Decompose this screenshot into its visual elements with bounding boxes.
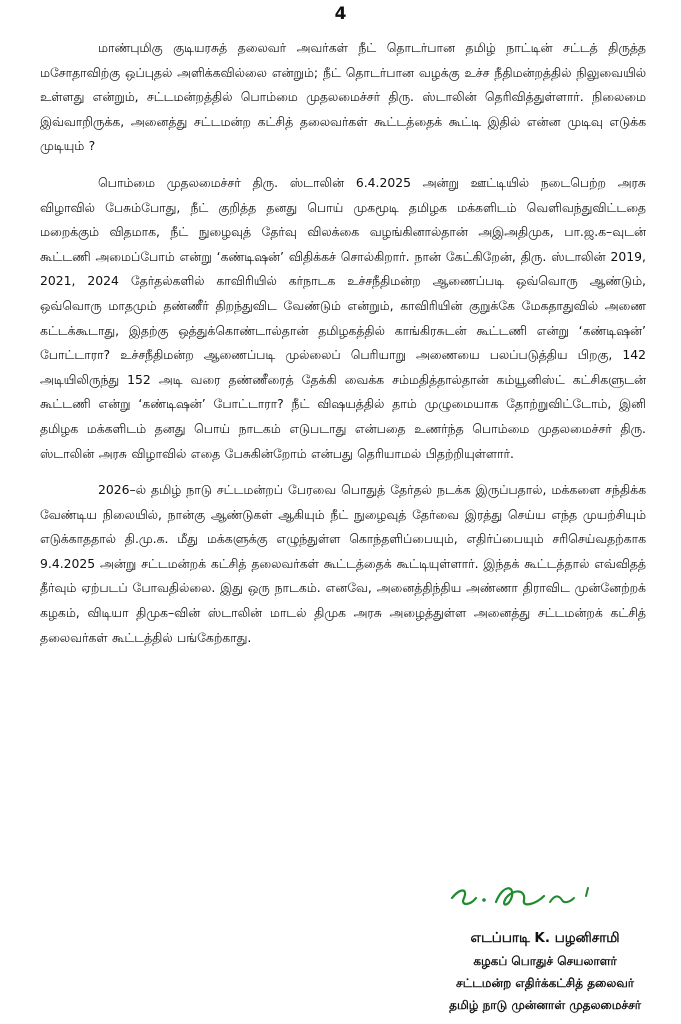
handwritten-signature (440, 880, 600, 920)
paragraph-3: 2026–ல் தமிழ் நாடு சட்டமன்றப் பேரவை பொதுத் தேர்தல் நடக்க இருப்பதால், மக்களை சந்திக்க வேண்டிய நிலையில், நான்கு ஆண்டுகள் ஆகியும் நீட் நுழைவுத் தேர்வை இரத்து செய்ய எந்த முயற்சியும் எடுக்காததால் தி.மு.க. மீது மக்களுக்கு எழுந்துள்ள கொந்தளிப்பையும், எதிர்ப்பையும் சரிசெய்வதற்காக 9.4.2025 அன்று சட்டமன்றக் கட்சித் தலைவர்கள் கூட்டத்தைக் கூட்டியுள்ளார். இந்தக் கூட்டத்தால் எவ்விதத் தீர்வும் ஏற்படப் போவதில்லை. இது ஒரு நாடகம். எனவே, அனைத்திந்திய அண்ணா திராவிட முன்னேற்றக் கழகம், விடியா திமுக–வின் ஸ்டாலின் மாடல் திமுக அரசு அழைத்துள்ள அனைத்து சட்டமன்றக் கட்சித் தலைவர்கள் கூட்டத்தில் பங்கேற்காது. (40, 482, 646, 645)
signatory-title: கழகப் பொதுச் செயலாளர் (473, 954, 617, 968)
paragraph-2: பொம்மை முதலமைச்சர் திரு. ஸ்டாலின் 6.4.2025 அன்று ஊட்டியில் நடைபெற்ற அரசு விழாவில் பேசும்போது, நீட் குறித்த தனது பொய் முகமூடி தமிழக மக்களிடம் வெளிவந்துவிட்டதை மறைக்கும் விதமாக, நீட் நுழைவுத் தேர்வு விலக்கை வழங்கினால்தான் அஇஅதிமுக, பா.ஜ.க–வுடன் கூட்டணி அமைப்போம் என்று ‘கண்டிஷன்’ விதிக்கச் சொல்கிறார். நான் கேட்கிறேன், திரு. ஸ்டாலின் 2019, 2021, 2024 தேர்தல்களில் காவிரியில் கர்நாடக உச்சநீதிமன்ற ஆணைப்படி ஒவ்வொரு ஆண்டும், ஒவ்வொரு மாதமும் தண்ணீர் திறந்துவிட வேண்டும் என்றும், காவிரியின் குறுக்கே மேகதாதுவில் அணை கட்டக்கூடாது, இதற்கு ஒத்துக்கொண்டால்தான் தமிழகத்தில் காங்கிரசுடன் கூட்டணி என்று ‘கண்டிஷன்’ போட்டாரா? உச்சநீதிமன்ற ஆணைப்படி முல்லைப் பெரியாறு அணையை பலப்படுத்திய பிறகு, 142 அடியிலிருந்து 152 அடி வரை தண்ணீரைத் தேக்கி வைக்க சம்மதித்தால்தான் கம்யூனிஸ்ட் கட்சிகளுடன் கூட்டணி என்று ‘கண்டிஷன்’ போட்டாரா? நீட் விஷயத்தில் தாம் முழுமையாக தோற்றுவிட்டோம், இனி தமிழக மக்களிடம் தனது பொய் நாடகம் எடுபடாது என்பதை உணர்ந்த பொம்மை முதலமைச்சர் திரு. ஸ்டாலின் அரசு விழாவில் எதை பேசுகின்றோம் என்பது தெரியாமல் பிதற்றியுள்ளார். (40, 174, 646, 461)
signatory-title: தமிழ் நாடு முன்னாள் முதலமைச்சர் (449, 998, 641, 1012)
signatory-title: சட்டமன்ற எதிர்க்கட்சித் தலைவர் (456, 976, 635, 990)
page-number: 4 (334, 4, 347, 24)
press-release-body (40, 36, 646, 662)
paragraph-1: மாண்புமிகு குடியரசுத் தலைவர் அவர்கள் நீட் தொடர்பான தமிழ் நாட்டின் சட்டத் திருத்த மசோதாவிற்கு ஒப்புதல் அளிக்கவில்லை என்றும்; நீட் தொடர்பான வழக்கு உச்ச நீதிமன்றத்தில் நிலுவையில் உள்ளது என்றும், சட்டமன்றத்தில் பொம்மை முதலமைச்சர் திரு. ஸ்டாலின் தெரிவித்துள்ளார். நிலைமை இவ்வாறிருக்க, அனைத்து சட்டமன்ற கட்சித் தலைவர்கள் கூட்டத்தைக் கூட்டி இதில் என்ன முடிவு எடுக்க முடியும் ? (40, 40, 646, 154)
signatory-name: எடப்பாடி K. பழனிசாமி (470, 930, 620, 946)
signature-block (449, 926, 641, 1016)
